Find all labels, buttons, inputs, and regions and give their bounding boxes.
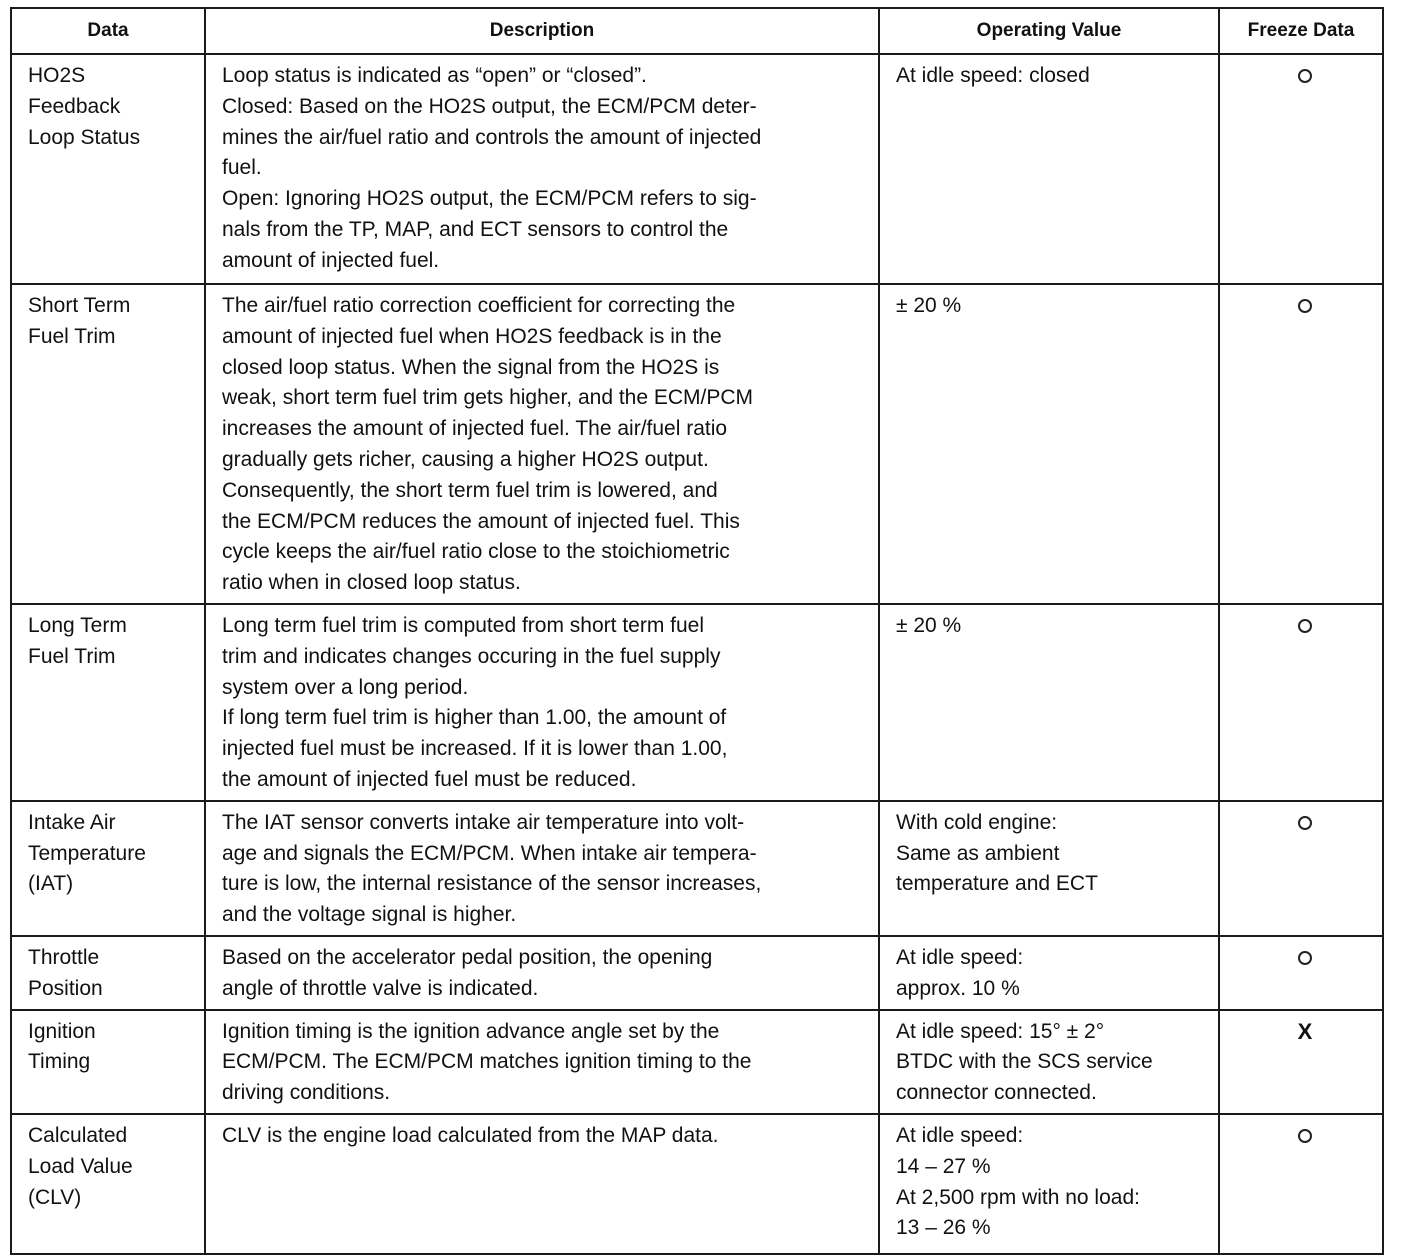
data-cell-line: Throttle <box>28 945 100 969</box>
description-cell-line: increases the amount of injected fuel. The air/fuel ratio <box>222 417 728 441</box>
header-row <box>11 8 1383 54</box>
data-cell-line: Ignition <box>28 1019 96 1043</box>
spec-sheet <box>10 7 1382 1255</box>
description-cell-line: Consequently, the short term fuel trim is lowered, and <box>222 478 718 502</box>
description-cell <box>205 801 879 936</box>
operating-value-cell-line: temperature and ECT <box>896 872 1098 896</box>
description-cell-line: Ignition timing is the ignition advance angle set by the <box>222 1019 720 1043</box>
description-cell-line: gradually gets richer, causing a higher HO2S output. <box>222 447 709 471</box>
description-cell-line: injected fuel must be increased. If it is lower than 1.00, <box>222 737 728 761</box>
data-cell-line: Timing <box>28 1050 91 1074</box>
description-cell-line: closed loop status. When the signal from the HO2S is <box>222 355 720 379</box>
data-cell <box>11 604 205 801</box>
description-cell-line: The IAT sensor converts intake air temperature into volt- <box>222 810 745 834</box>
table-row <box>11 801 1383 936</box>
description-cell-line: Open: Ignoring HO2S output, the ECM/PCM refers to sig- <box>222 187 757 211</box>
data-cell <box>11 1114 205 1254</box>
description-cell-line: the amount of injected fuel must be reduced. <box>222 767 637 791</box>
description-cell-line: the ECM/PCM reduces the amount of injected fuel. This <box>222 509 740 533</box>
description-cell-line: mines the air/fuel ratio and controls the amount of injected <box>222 125 762 149</box>
description-cell <box>205 284 879 604</box>
description-cell-line: ECM/PCM. The ECM/PCM matches ignition timing to the <box>222 1050 752 1074</box>
description-cell-line: ture is low, the internal resistance of the sensor increases, <box>222 872 762 896</box>
operating-value-cell-line: connector connected. <box>896 1081 1097 1105</box>
operating-value-cell <box>879 801 1219 936</box>
operating-value-cell-line: With cold engine: <box>896 810 1058 834</box>
operating-value-cell-line: approx. 10 % <box>896 976 1020 1000</box>
freeze-supported-circle-icon <box>1298 299 1312 313</box>
operating-value-cell-line: 13 – 26 % <box>896 1216 991 1240</box>
description-cell-line: and the voltage signal is higher. <box>222 903 517 927</box>
operating-value-cell <box>879 1010 1219 1114</box>
operating-value-cell <box>879 54 1219 284</box>
freeze-data-cell <box>1219 936 1383 1010</box>
table-body <box>11 54 1383 1254</box>
header-data: Data <box>11 8 205 54</box>
header-freeze-data: Freeze Data <box>1219 8 1383 54</box>
data-cell-line: Loop Status <box>28 125 141 149</box>
description-cell-line: fuel. <box>222 156 262 180</box>
operating-value-cell-line: At idle speed: <box>896 945 1024 969</box>
description-cell-line: nals from the TP, MAP, and ECT sensors to control the <box>222 217 729 241</box>
data-cell-line: Intake Air <box>28 810 116 834</box>
operating-value-cell-line: 14 – 27 % <box>896 1154 991 1178</box>
description-cell <box>205 604 879 801</box>
description-cell <box>205 936 879 1010</box>
freeze-data-cell <box>1219 1114 1383 1254</box>
data-cell-line: Temperature <box>28 841 146 865</box>
operating-value-cell <box>879 284 1219 604</box>
description-cell <box>205 1010 879 1114</box>
freeze-data-cell <box>1219 801 1383 936</box>
description-cell-line: driving conditions. <box>222 1081 391 1105</box>
operating-value-cell-line: BTDC with the SCS service <box>896 1050 1153 1074</box>
data-cell-line: Fuel Trim <box>28 324 116 348</box>
freeze-supported-circle-icon <box>1298 69 1312 83</box>
data-cell-line: Short Term <box>28 294 131 317</box>
table-row <box>11 1010 1383 1114</box>
description-cell-line: weak, short term fuel trim gets higher, and the ECM/PCM <box>222 386 754 410</box>
description-cell-line: amount of injected fuel. <box>222 248 440 272</box>
operating-value-cell <box>879 604 1219 801</box>
freeze-supported-circle-icon <box>1298 816 1312 830</box>
freeze-not-supported-mark: X <box>1297 1018 1313 1044</box>
description-cell-line: Based on the accelerator pedal position, the opening <box>222 945 713 969</box>
description-cell-line: age and signals the ECM/PCM. When intake air tempera- <box>222 841 757 865</box>
data-cell-line: Feedback <box>28 94 121 118</box>
data-cell-line: Load Value <box>28 1154 133 1178</box>
table-row <box>11 284 1383 604</box>
description-cell-line: system over a long period. <box>222 675 469 699</box>
freeze-data-cell <box>1219 54 1383 284</box>
data-cell <box>11 284 205 604</box>
description-cell-line: ratio when in closed loop status. <box>222 571 521 595</box>
freeze-data-cell <box>1219 604 1383 801</box>
data-cell-line: Position <box>28 976 103 1000</box>
freeze-supported-circle-icon <box>1298 619 1312 633</box>
description-cell <box>205 54 879 284</box>
operating-value-cell-line: ± 20 % <box>896 613 962 637</box>
data-cell-line: Calculated <box>28 1123 128 1147</box>
description-cell-line: CLV is the engine load calculated from the MAP data. <box>222 1123 719 1147</box>
data-cell-line: HO2S <box>28 64 86 87</box>
freeze-supported-circle-icon <box>1298 1129 1312 1143</box>
freeze-data-cell <box>1219 1010 1383 1114</box>
operating-value-cell-line: At 2,500 rpm with no load: <box>896 1185 1140 1209</box>
data-cell-line: (CLV) <box>28 1185 82 1209</box>
description-cell-line: Long term fuel trim is computed from short term fuel <box>222 613 705 637</box>
description-cell-line: Closed: Based on the HO2S output, the ECM/PCM deter- <box>222 94 757 118</box>
freeze-supported-circle-icon <box>1298 951 1312 965</box>
description-cell-line: Loop status is indicated as “open” or “closed”. <box>222 64 647 87</box>
data-cell <box>11 1010 205 1114</box>
header-description: Description <box>205 8 879 54</box>
data-list-table <box>10 7 1384 1255</box>
data-cell-line: Long Term <box>28 613 127 637</box>
table-row <box>11 1114 1383 1254</box>
table-row <box>11 604 1383 801</box>
description-cell-line: trim and indicates changes occuring in the fuel supply <box>222 644 721 668</box>
operating-value-cell-line: At idle speed: <box>896 1123 1024 1147</box>
table-row <box>11 936 1383 1010</box>
description-cell <box>205 1114 879 1254</box>
description-cell-line: The air/fuel ratio correction coefficient for correcting the <box>222 294 736 317</box>
operating-value-cell <box>879 1114 1219 1254</box>
operating-value-cell <box>879 936 1219 1010</box>
operating-value-cell-line: At idle speed: closed <box>896 64 1090 87</box>
description-cell-line: cycle keeps the air/fuel ratio close to the stoichiometric <box>222 540 730 564</box>
data-cell <box>11 801 205 936</box>
description-cell-line: If long term fuel trim is higher than 1.00, the amount of <box>222 706 727 730</box>
data-cell <box>11 54 205 284</box>
data-cell-line: (IAT) <box>28 872 74 896</box>
operating-value-cell-line: Same as ambient <box>896 841 1060 865</box>
description-cell-line: amount of injected fuel when HO2S feedback is in the <box>222 324 722 348</box>
operating-value-cell-line: At idle speed: 15° ± 2° <box>896 1019 1105 1043</box>
data-cell-line: Fuel Trim <box>28 644 116 668</box>
operating-value-cell-line: ± 20 % <box>896 294 962 317</box>
table-row <box>11 54 1383 284</box>
header-operating-value: Operating Value <box>879 8 1219 54</box>
data-cell <box>11 936 205 1010</box>
freeze-data-cell <box>1219 284 1383 604</box>
description-cell-line: angle of throttle valve is indicated. <box>222 976 539 1000</box>
